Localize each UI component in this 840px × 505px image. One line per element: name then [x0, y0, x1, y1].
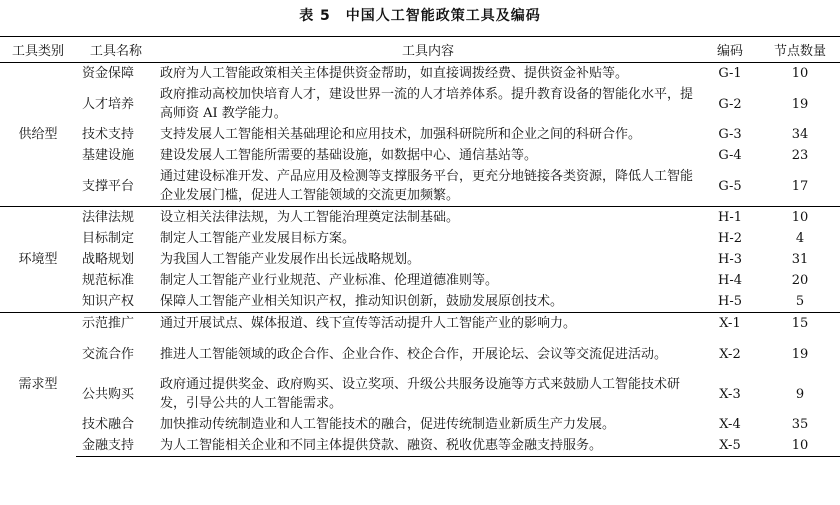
tool-name: 目标制定 [82, 231, 135, 246]
tool-code: H-2 [717, 231, 742, 246]
table-row [0, 124, 840, 145]
tool-content: 为我国人工智能产业发展作出长远战略规划。 [160, 252, 421, 267]
tool-code: H-5 [717, 294, 742, 309]
table-row [0, 270, 840, 291]
node-count: 10 [760, 63, 840, 85]
tool-content: 加快推动传统制造业和人工智能技术的融合，促进传统制造业新质生产力发展。 [160, 417, 616, 432]
policy-tool-table [0, 36, 840, 457]
table-row [0, 84, 840, 124]
tool-code: H-3 [717, 252, 742, 267]
category-cell: 需求型 [0, 313, 76, 457]
node-count: 10 [760, 207, 840, 229]
tool-content: 制定人工智能产业行业规范、产业标准、伦理道德准则等。 [160, 273, 499, 288]
table-row [0, 374, 840, 414]
tool-name: 技术支持 [82, 127, 135, 142]
table-row [0, 334, 840, 374]
tool-name: 支撑平台 [82, 178, 135, 194]
table-row [0, 414, 840, 435]
header-name: 工具名称 [76, 37, 156, 63]
table-row [0, 228, 840, 249]
node-count: 19 [791, 96, 809, 112]
node-count: 23 [791, 148, 809, 163]
table-title: 表 5 中国人工智能政策工具及编码 [299, 8, 541, 24]
header-count: 节点数量 [760, 37, 840, 63]
header-code: 编码 [700, 37, 760, 63]
header-content: 工具内容 [156, 37, 700, 63]
tool-content: 建设发展人工智能所需要的基础设施，如数据中心、通信基站等。 [160, 148, 538, 163]
node-count: 15 [760, 313, 840, 335]
tool-content: 政府为人工智能政策相关主体提供资金帮助，如直接调拨经费、提供资金补贴等。 [156, 63, 700, 85]
table-row [0, 249, 840, 270]
tool-name: 技术融合 [82, 417, 135, 432]
node-count: 5 [795, 294, 805, 309]
node-count: 34 [791, 127, 809, 142]
tool-name: 基建设施 [82, 148, 135, 163]
category-cell: 环境型 [0, 207, 76, 313]
tool-content: 通过开展试点、媒体报道、线下宣传等活动提升人工智能产业的影响力。 [156, 313, 700, 335]
header-row [0, 37, 840, 63]
tool-content: 设立相关法律法规，为人工智能治理奠定法制基础。 [156, 207, 700, 229]
table-row [0, 166, 840, 207]
table-row [0, 313, 840, 335]
tool-content: 保障人工智能产业相关知识产权，推动知识创新，鼓励发展原创技术。 [160, 294, 564, 309]
tool-code: G-1 [700, 63, 760, 85]
node-count: 20 [791, 273, 809, 288]
tool-content: 政府推动高校加快培育人才，建设世界一流的人才培养体系。提升教育设备的智能化水平，提高师资 AI 教学能力。 [160, 87, 694, 121]
tool-content: 通过建设标准开发、产品应用及检测等支撑服务平台，更充分地链接各类资源，降低人工智能企业发展门槛，促进人工智能领域的交流更加频繁。 [160, 169, 694, 203]
tool-code: H-4 [717, 273, 742, 288]
tool-name: 交流合作 [82, 346, 135, 362]
table-row [0, 435, 840, 457]
node-count: 35 [791, 417, 809, 432]
table-row [0, 207, 840, 229]
tool-code: X-3 [719, 386, 741, 402]
tool-code: G-4 [718, 148, 742, 163]
tool-code: X-4 [719, 417, 741, 432]
tool-name: 公共购买 [82, 386, 135, 402]
node-count: 17 [791, 178, 809, 194]
tool-code: X-2 [719, 346, 741, 362]
tool-content: 政府通过提供奖金、政府购买、设立奖项、升级公共服务设施等方式来鼓励人工智能技术研发，引导公共的人工智能需求。 [160, 377, 681, 411]
node-count: 4 [795, 231, 805, 246]
tool-content: 支持发展人工智能相关基础理论和应用技术，加强科研院所和企业之间的科研合作。 [160, 127, 642, 142]
node-count: 10 [760, 435, 840, 457]
table-row [0, 291, 840, 313]
tool-code: H-1 [700, 207, 760, 229]
tool-name: 战略规划 [82, 252, 135, 267]
category-cell: 供给型 [0, 63, 76, 207]
tool-name: 规范标准 [82, 273, 135, 288]
tool-name: 人才培养 [82, 96, 135, 112]
tool-name: 金融支持 [76, 435, 156, 457]
table-row [0, 145, 840, 166]
node-count: 31 [791, 252, 809, 267]
tool-code: G-5 [718, 178, 742, 194]
tool-name: 知识产权 [82, 294, 135, 309]
tool-content: 推进人工智能领域的政企合作、企业合作、校企合作，开展论坛、会议等交流促进活动。 [160, 346, 668, 362]
tool-code: X-1 [700, 313, 760, 335]
tool-content: 为人工智能相关企业和不同主体提供贷款、融资、税收优惠等金融支持服务。 [156, 435, 700, 457]
tool-code: G-3 [718, 127, 742, 142]
header-category: 工具类别 [0, 37, 76, 63]
tool-code: G-2 [718, 96, 742, 112]
tool-name: 资金保障 [76, 63, 156, 85]
tool-name: 法律法规 [76, 207, 156, 229]
node-count: 19 [791, 346, 809, 362]
tool-content: 制定人工智能产业发展目标方案。 [160, 231, 356, 246]
tool-code: X-5 [700, 435, 760, 457]
node-count: 9 [795, 386, 805, 402]
table-row [0, 63, 840, 85]
tool-name: 示范推广 [76, 313, 156, 335]
